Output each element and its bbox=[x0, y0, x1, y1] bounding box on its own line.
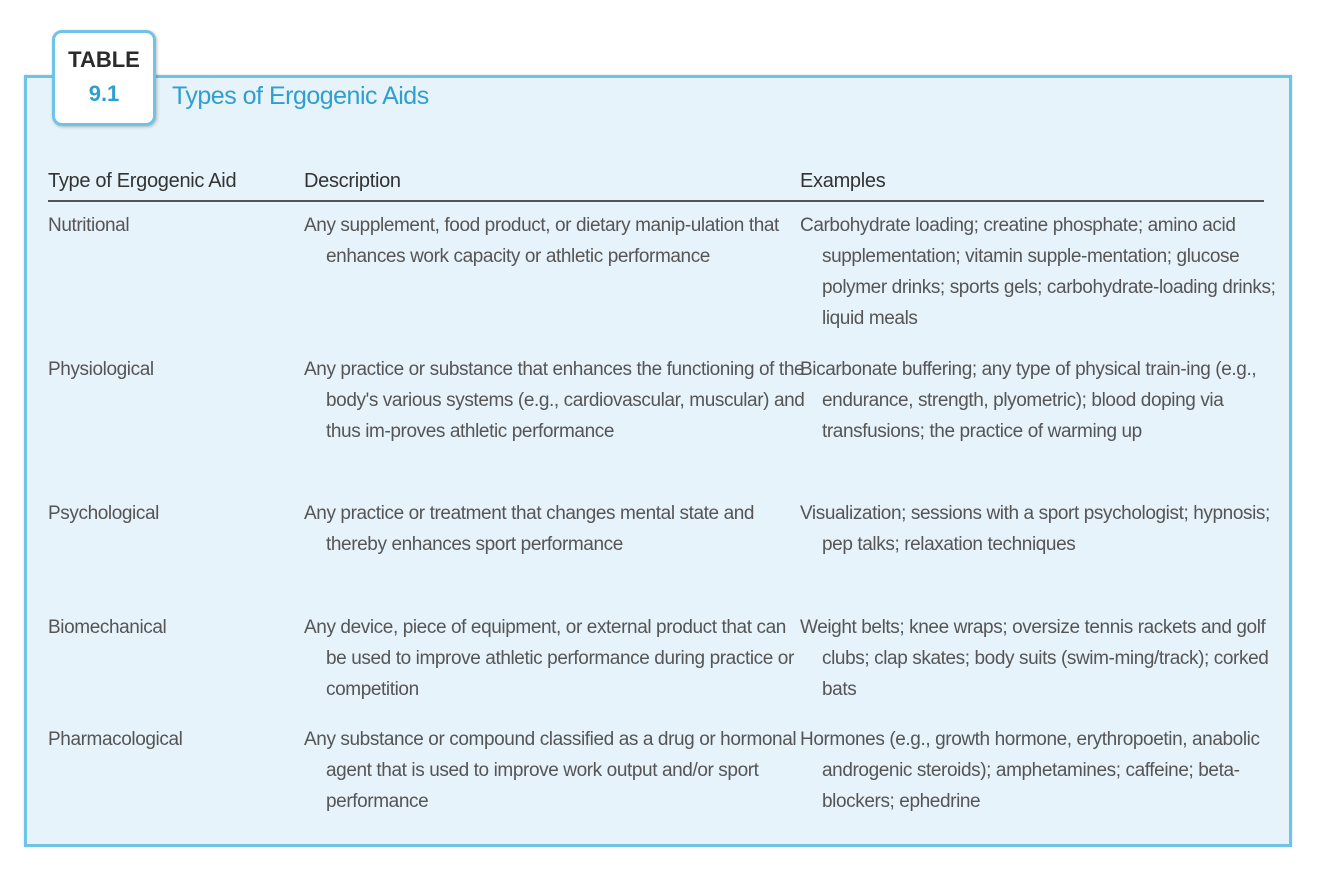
table-label: TABLE bbox=[68, 47, 140, 72]
ergogenic-aids-table bbox=[48, 166, 1276, 824]
table-row bbox=[48, 498, 1270, 612]
table-number-tab bbox=[52, 30, 156, 126]
table-row bbox=[48, 354, 1264, 498]
header-description: Description bbox=[304, 170, 401, 192]
cell-type: Psychological bbox=[48, 503, 159, 524]
cell-description: Any device, piece of equipment, or external product that can be used to improve athletic performance during practice or competition bbox=[304, 617, 794, 700]
cell-description: Any practice or treatment that changes mental state and thereby enhances sport performance bbox=[304, 503, 755, 555]
cell-description: Any substance or compound classified as a drug or hormonal agent that is used to improve work output and/or sport performance bbox=[304, 729, 797, 812]
table-row bbox=[48, 210, 1276, 354]
cell-description: Any practice or substance that enhances the functioning of the body's various systems (e.g., cardiovascular, muscular) and thus im-proves athletic performance bbox=[304, 359, 805, 442]
cell-type: Pharmacological bbox=[48, 729, 183, 750]
table-row bbox=[48, 612, 1269, 724]
cell-type: Biomechanical bbox=[48, 617, 167, 638]
cell-examples: Bicarbonate buffering; any type of physical train-ing (e.g., endurance, strength, plyometric); blood doping via transfusions; the practice of warming up bbox=[800, 359, 1257, 442]
table-header-row bbox=[48, 166, 1264, 202]
cell-examples: Weight belts; knee wraps; oversize tennis rackets and golf clubs; clap skates; body suits (swim-ming/track); corked bats bbox=[800, 617, 1269, 700]
header-type: Type of Ergogenic Aid bbox=[48, 170, 237, 192]
cell-examples: Visualization; sessions with a sport psychologist; hypnosis; pep talks; relaxation techniques bbox=[800, 503, 1270, 555]
cell-type: Physiological bbox=[48, 359, 154, 380]
cell-type: Nutritional bbox=[48, 215, 130, 236]
header-examples: Examples bbox=[800, 170, 886, 192]
cell-examples: Hormones (e.g., growth hormone, erythropoetin, anabolic androgenic steroids); amphetamines; caffeine; beta-blockers; ephedrine bbox=[800, 729, 1260, 812]
table-title: Types of Ergogenic Aids bbox=[172, 82, 429, 110]
table-number: 9.1 bbox=[88, 81, 120, 106]
cell-examples: Carbohydrate loading; creatine phosphate; amino acid supplementation; vitamin supple-mentation; glucose polymer drinks; sports gels; carbohydrate-loading drinks; liquid meals bbox=[800, 215, 1276, 329]
table-row bbox=[48, 724, 1264, 824]
cell-description: Any supplement, food product, or dietary manip-ulation that enhances work capacity or athletic performance bbox=[304, 215, 779, 267]
